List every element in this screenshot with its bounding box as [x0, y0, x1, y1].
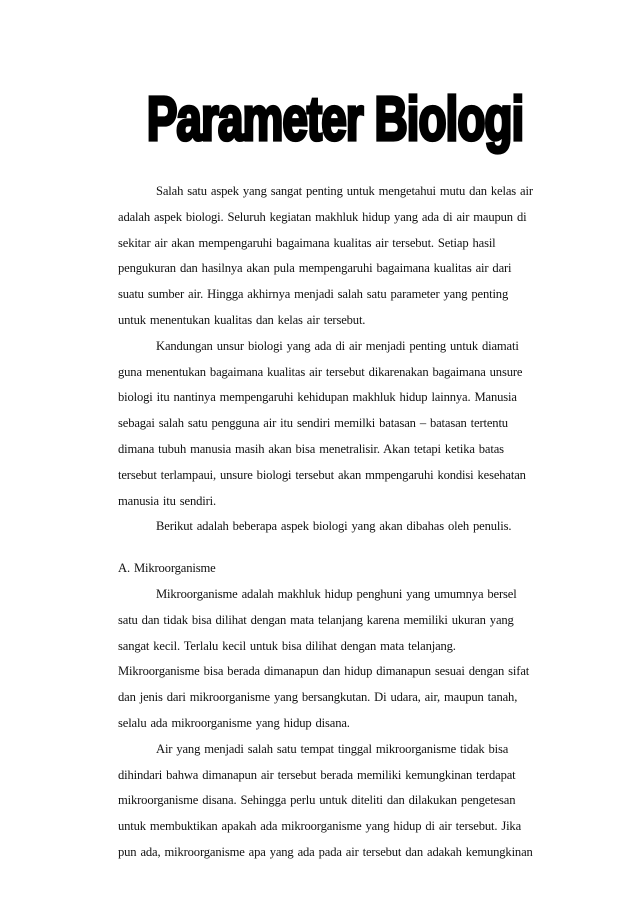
text-line: pun ada, mikroorganisme apa yang ada pada air tersebut dan adakah kemungkinan: [118, 844, 533, 859]
paragraph-3: [118, 514, 548, 540]
text-line: Berikut adalah beberapa aspek biologi yang akan dibahas oleh penulis.: [156, 519, 512, 534]
text-line: Air yang menjadi salah satu tempat tinggal mikroorganisme tidak bisa: [156, 741, 509, 756]
text-line: mikroorganisme disana. Sehingga perlu untuk diteliti dan dilakukan pengetesan: [118, 793, 516, 808]
paragraph-1: [118, 179, 548, 334]
text-line: untuk membuktikan apakah ada mikroorganisme yang hidup di air tersebut. Jika: [118, 819, 522, 834]
text-line: adalah aspek biologi. Seluruh kegiatan makhluk hidup yang ada di air maupun di: [118, 209, 527, 224]
text-line: guna menentukan bagaimana kualitas air tersebut dikarenakan bagaimana unsure: [118, 364, 523, 379]
page-title: [0, 78, 638, 158]
text-line: sangat kecil. Terlalu kecil untuk bisa dilihat dengan mata telanjang.: [118, 638, 456, 653]
text-line: dihindari bahwa dimanapun air tersebut berada memiliki kemungkinan terdapat: [118, 767, 516, 782]
text-line: dan jenis dari mikroorganisme yang bersangkutan. Di udara, air, maupun tanah,: [118, 690, 518, 705]
text-line: dimana tubuh manusia masih akan bisa menetralisir. Akan tetapi ketika batas: [118, 441, 504, 456]
section-heading: A. Mikroorganisme: [118, 561, 216, 576]
text-line: tersebut terlampaui, unsure biologi tersebut akan mmpengaruhi kondisi kesehatan: [118, 467, 526, 482]
title-text: Parameter Biologi: [146, 84, 524, 154]
text-line: selalu ada mikroorganisme yang hidup disana.: [118, 715, 350, 730]
section-paragraph-2: [118, 737, 548, 866]
title-wordart: [146, 78, 524, 158]
text-line: Salah satu aspek yang sangat penting untuk mengetahui mutu dan kelas air: [156, 184, 533, 198]
text-line: biologi itu nantinya mempengaruhi kehidupan makhluk hidup lainnya. Manusia: [118, 390, 517, 405]
text-line: Kandungan unsur biologi yang ada di air menjadi penting untuk diamati: [156, 338, 519, 353]
text-line: suatu sumber air. Hingga akhirnya menjadi salah satu parameter yang penting: [118, 287, 509, 302]
document-body: [118, 179, 548, 866]
text-line: sekitar air akan mempengaruhi bagaimana kualitas air tersebut. Setiap hasil: [118, 235, 496, 250]
text-line: untuk menentukan kualitas dan kelas air tersebut.: [118, 312, 366, 327]
text-line: manusia itu sendiri.: [118, 493, 216, 508]
section-spacer: [118, 540, 548, 556]
text-line: Mikroorganisme bisa berada dimanapun dan hidup dimanapun sesuai dengan sifat: [118, 664, 530, 679]
text-line: sebagai salah satu pengguna air itu sendiri memilki batasan – batasan tertentu: [118, 416, 508, 431]
text-line: Mikroorganisme adalah makhluk hidup penghuni yang umumnya bersel: [156, 586, 517, 601]
text-line: pengukuran dan hasilnya akan pula mempengaruhi bagaimana kualitas air dari: [118, 261, 512, 276]
text-line: satu dan tidak bisa dilihat dengan mata telanjang karena memiliki ukuran yang: [118, 612, 514, 627]
section-paragraph-1: [118, 582, 548, 737]
paragraph-2: [118, 334, 548, 515]
